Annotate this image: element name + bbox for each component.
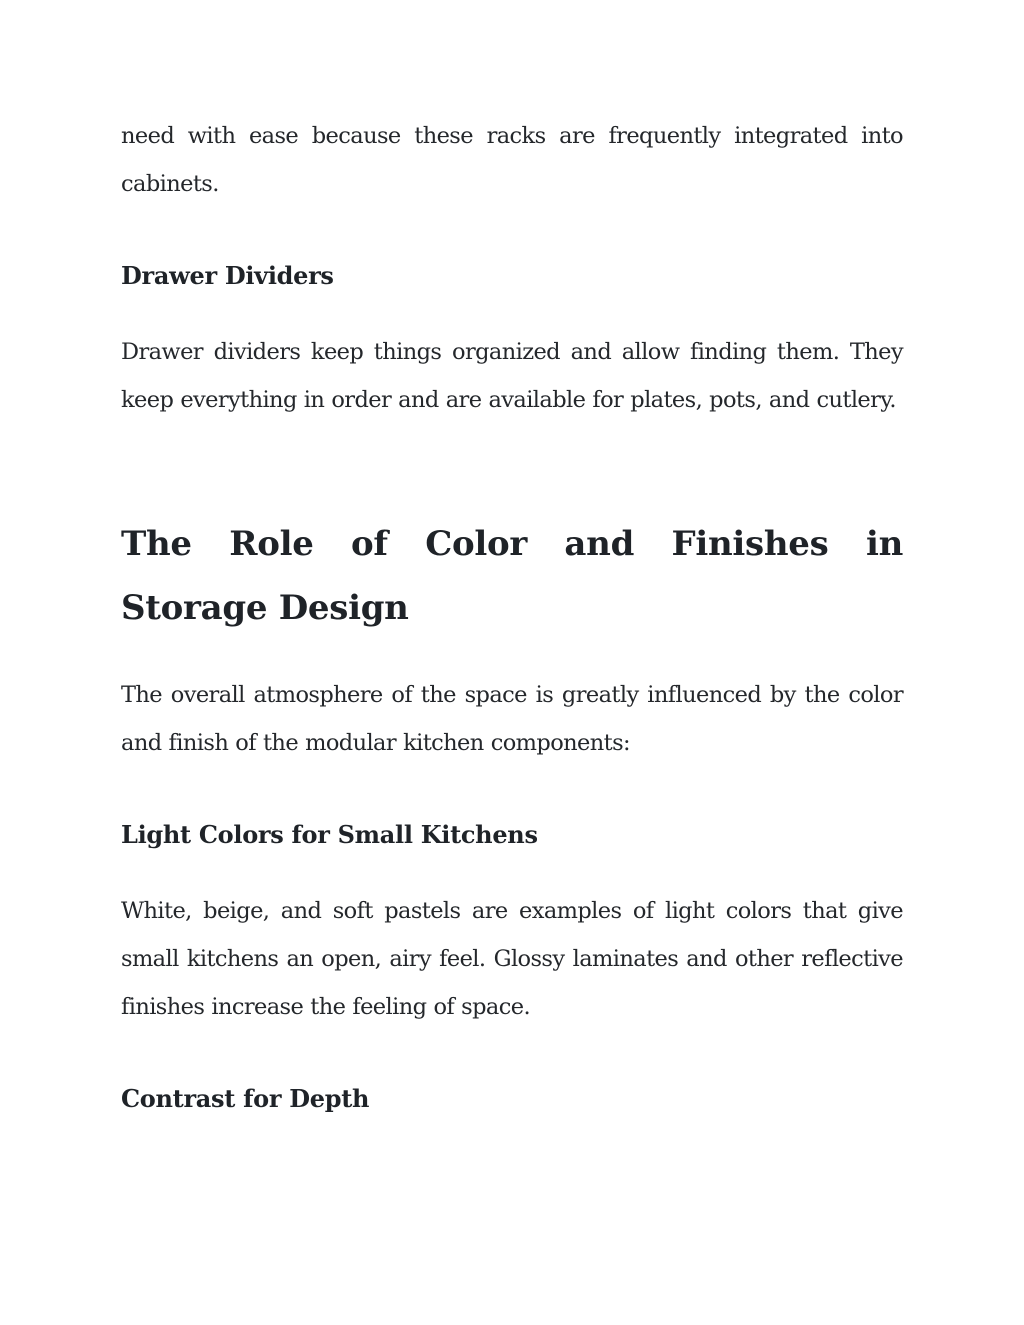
light-colors-paragraph: White, beige, and soft pastels are examples of light colors that give small kitchens an open, airy feel. Glossy laminates and other reflective finishes increase the feeling of space. — [121, 898, 903, 1020]
color-finishes-paragraph: The overall atmosphere of the space is greatly influenced by the color and finish of the modular kitchen components: — [121, 682, 903, 756]
intro-paragraph: need with ease because these racks are frequently integrated into cabinets. — [121, 123, 903, 197]
drawer-dividers-paragraph: Drawer dividers keep things organized and allow finding them. They keep everything in order and are available for plates, pots, and cutlery. — [121, 339, 903, 413]
contrast-heading: Contrast for Depth — [121, 1084, 370, 1113]
light-colors-heading: Light Colors for Small Kitchens — [121, 820, 538, 849]
drawer-dividers-heading: Drawer Dividers — [121, 261, 334, 290]
color-finishes-heading: The Role of Color and Finishes in Storage Design — [121, 524, 903, 628]
document-page — [121, 0, 903, 1325]
